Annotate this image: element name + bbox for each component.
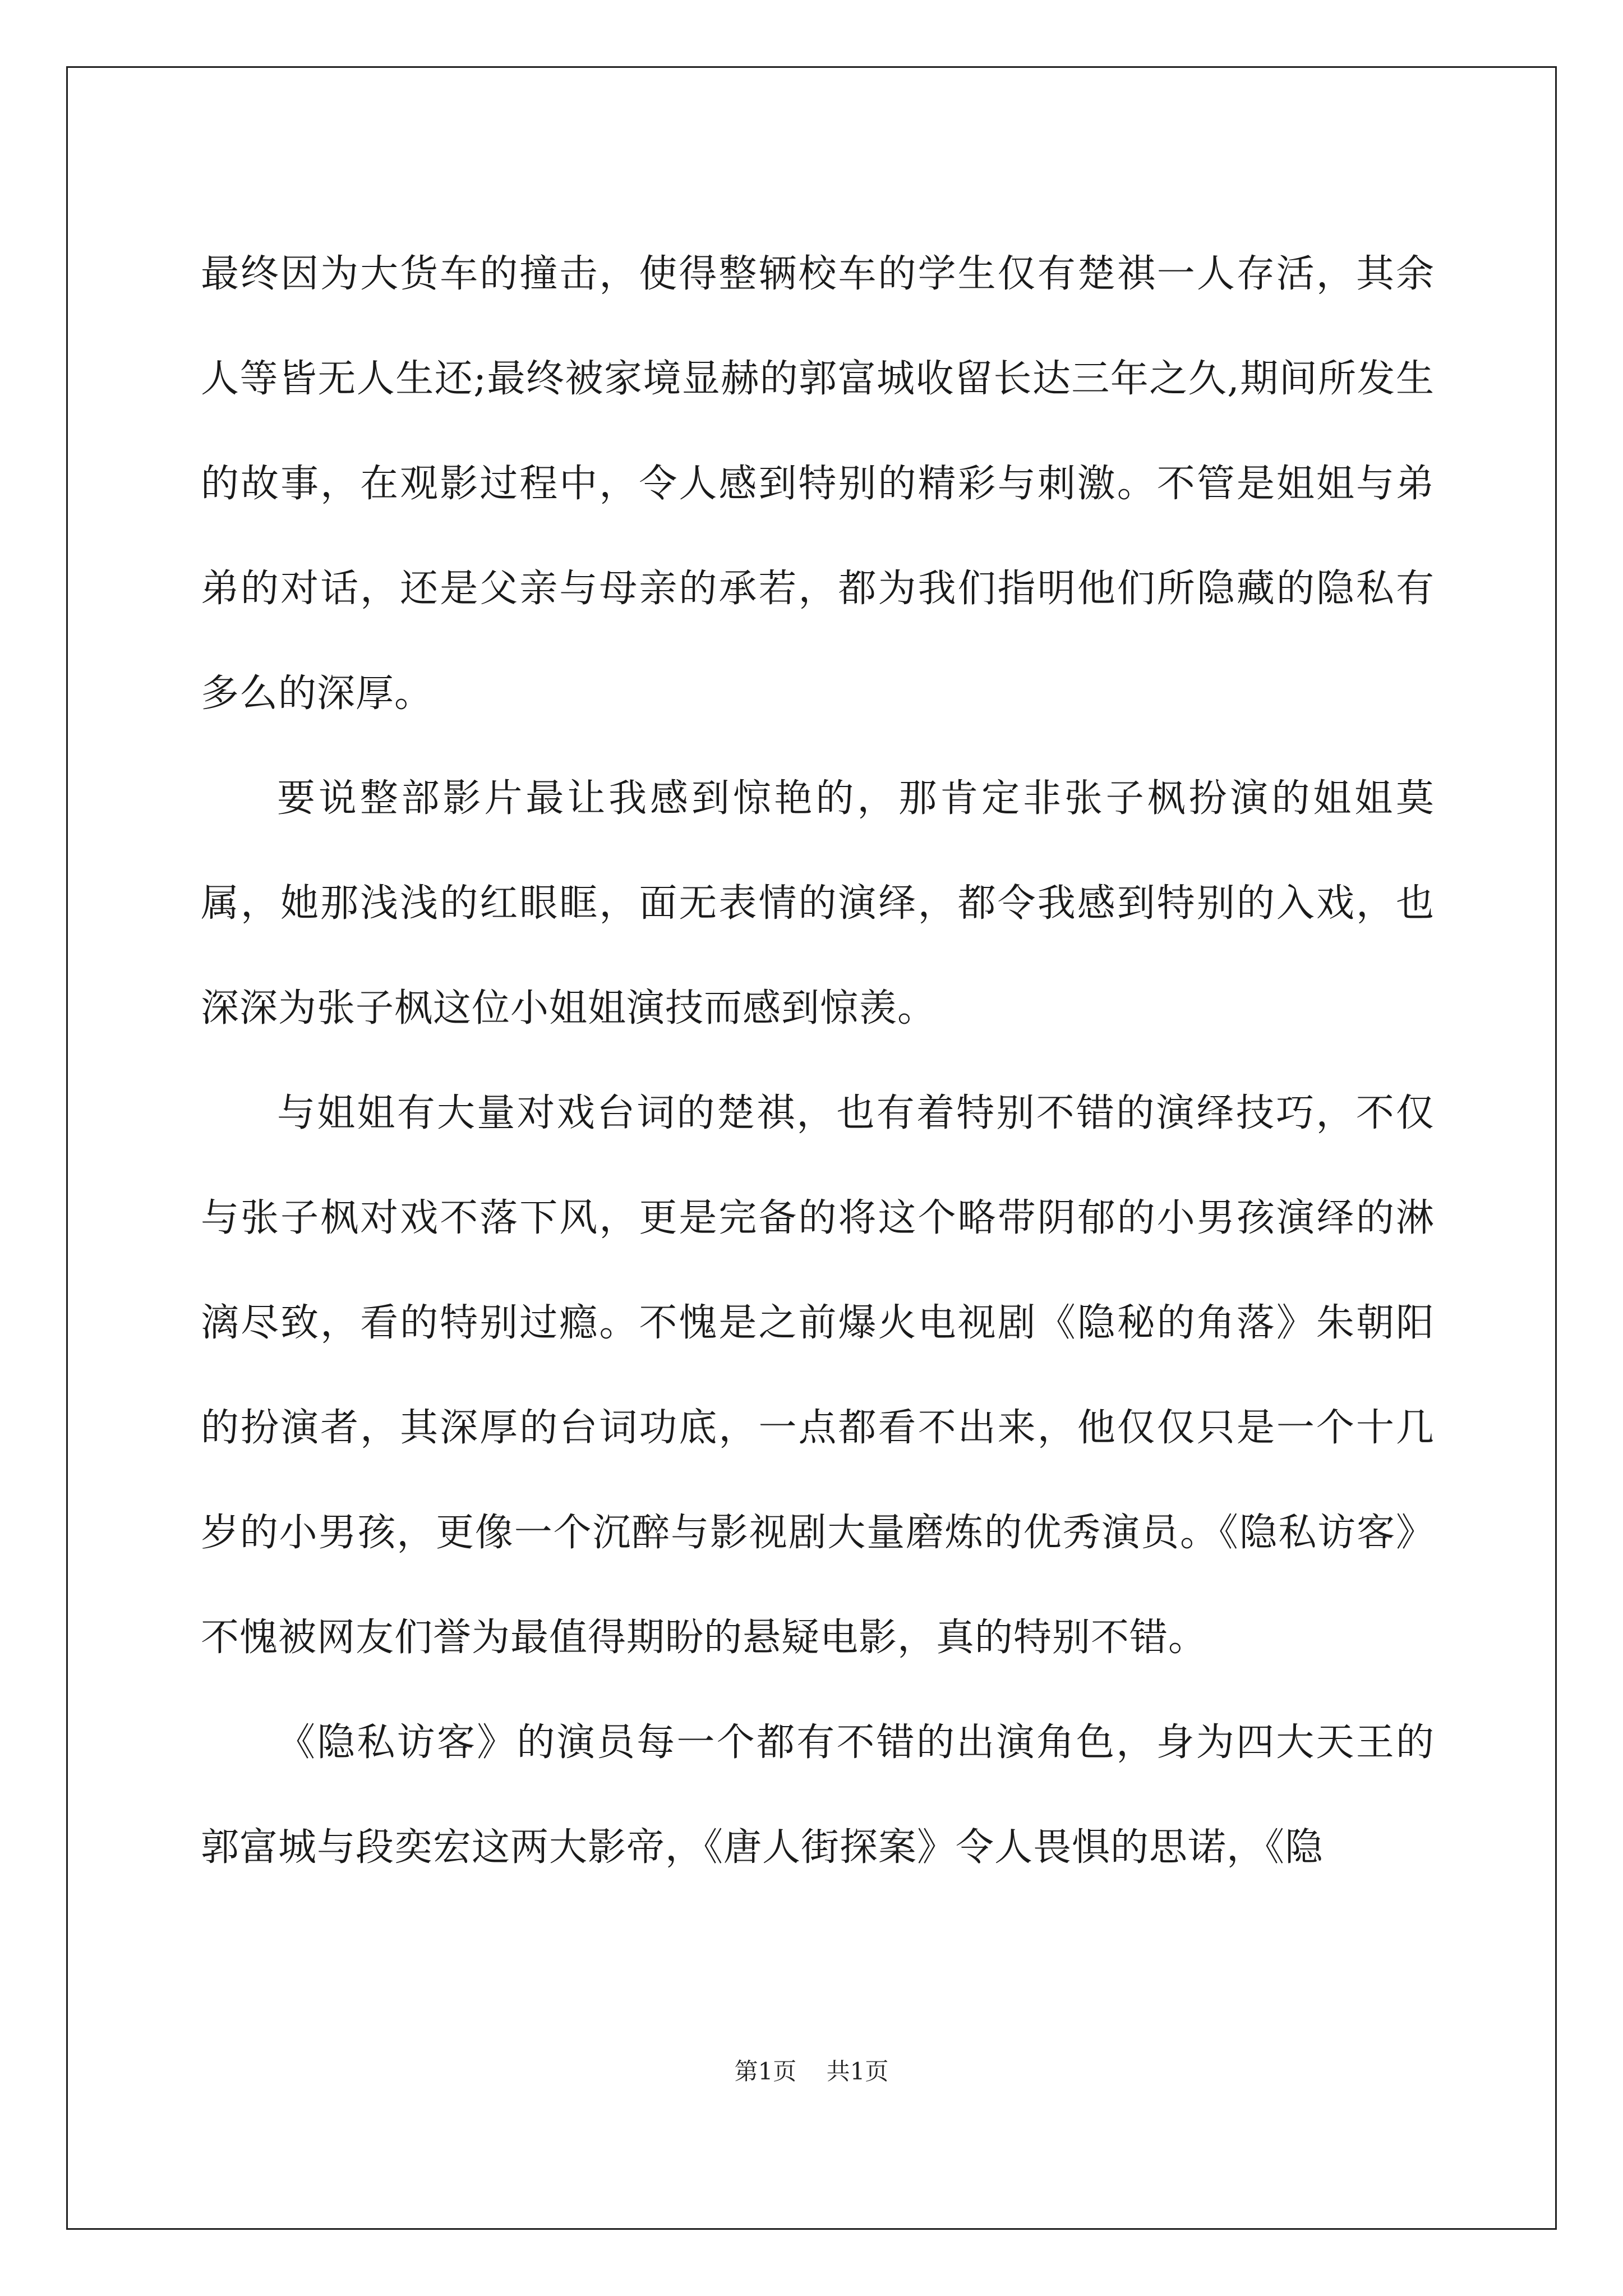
- paragraph-2: 要说整部影片最让我感到惊艳的，那肯定非张子枫扮演的姐姐莫属，她那浅浅的红眼眶，面无表情的演绎，都令我感到特别的入戏，也深深为张子枫这位小姐姐演技而感到惊羡。: [201, 776, 1435, 1030]
- paragraph-3: 与姐姐有大量对戏台词的楚祺，也有着特别不错的演绎技巧，不仅与张子枫对戏不落下风，更是完备的将这个略带阴郁的小男孩演绎的淋漓尽致，看的特别过瘾。不愧是之前爆火电视剧《隐秘的角落》朱朝阳的扮演者，其深厚的台词功底，一点都看不出来，他仅仅只是一个十几岁的小男孩，更像一个沉醉与影视剧大量磨炼的优秀演员。《隐私访客》不愧被网友们誉为最值得期盼的悬疑电影，真的特别不错。: [201, 1091, 1435, 1660]
- page-number-current: 第1页: [734, 2058, 797, 2085]
- page-footer: [0, 2053, 1623, 2087]
- page-number-total: 共1页: [826, 2058, 889, 2085]
- document-body: [201, 222, 1435, 1900]
- paragraph-1: 最终因为大货车的撞击，使得整辆校车的学生仅有楚祺一人存活，其余人等皆无人生还;最终被家境显赫的郭富城收留长达三年之久,期间所发生的故事，在观影过程中，令人感到特别的精彩与刺激。不管是姐姐与弟弟的对话，还是父亲与母亲的承若，都为我们指明他们所隐藏的隐私有多么的深厚。: [201, 252, 1435, 716]
- paragraph-4: 《隐私访客》的演员每一个都有不错的出演角色，身为四大天王的郭富城与段奕宏这两大影帝，《唐人街探案》令人畏惧的思诺，《隐: [201, 1720, 1435, 1870]
